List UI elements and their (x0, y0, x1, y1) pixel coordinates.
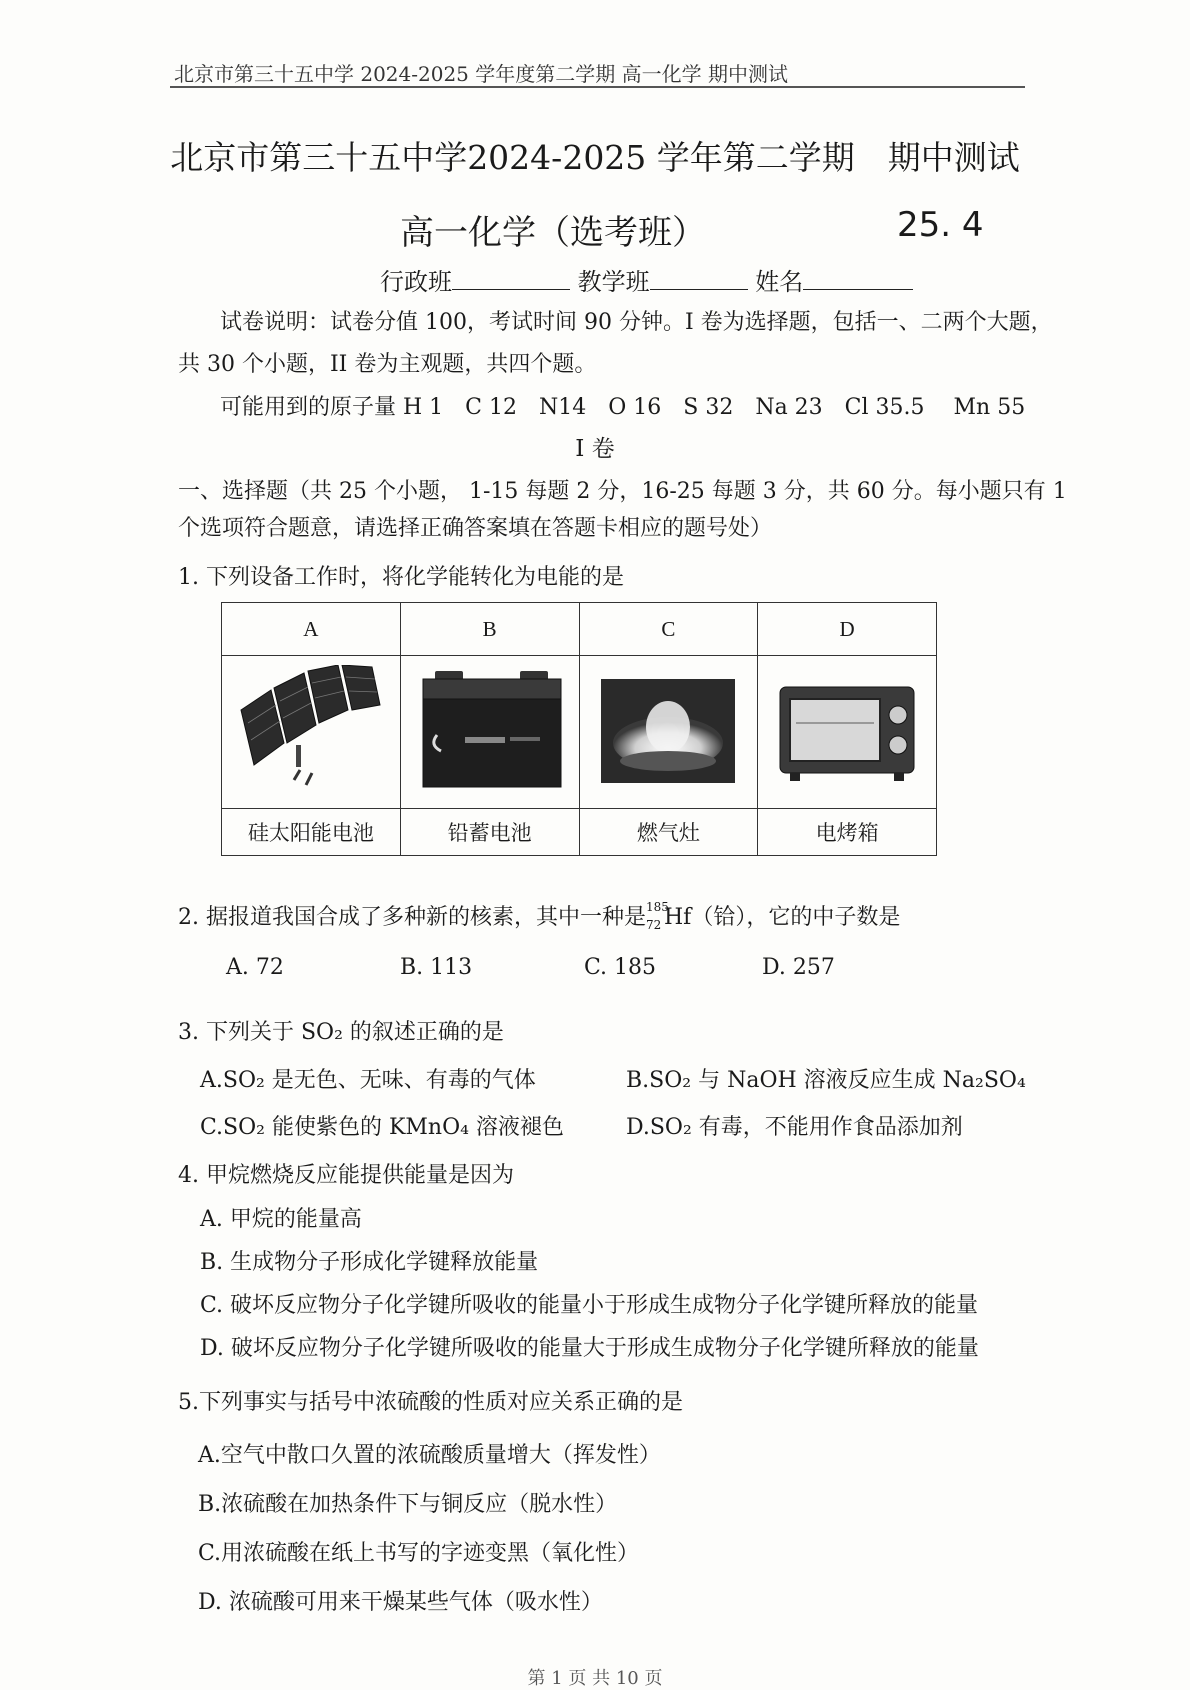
question-3-stem: 3. 下列关于 SO₂ 的叙述正确的是 (178, 1020, 504, 1045)
solar-panel-image (222, 656, 401, 809)
question-1-table (221, 602, 937, 856)
q3-option-b[interactable]: B.SO₂ 与 NaOH 溶液反应生成 Na₂SO₄ (626, 1068, 1026, 1093)
q4-option-d[interactable]: D. 破坏反应物分子化学键所吸收的能量大于形成生成物分子化学键所释放的能量 (200, 1336, 979, 1361)
class-blank[interactable] (452, 269, 570, 290)
exam-title: 北京市第三十五中学2024-2025 学年第二学期 期中测试 (170, 138, 1020, 177)
mass-number: 185 (646, 900, 669, 914)
label-c: 燃气灶 (579, 809, 758, 856)
q5-option-b[interactable]: B.浓硫酸在加热条件下与铜反应（脱水性） (198, 1492, 618, 1517)
q2-stem-pre: 2. 据报道我国合成了多种新的核素，其中一种是 (178, 905, 646, 930)
q4-option-c[interactable]: C. 破坏反应物分子化学键所吸收的能量小于形成生成物分子化学键所释放的能量 (200, 1293, 979, 1318)
teach-class-label: 教学班 (577, 268, 650, 296)
exam-date: 25. 4 (897, 205, 984, 245)
question-4-stem: 4. 甲烷燃烧反应能提供能量是因为 (178, 1163, 514, 1188)
q4-option-a[interactable]: A. 甲烷的能量高 (200, 1207, 362, 1232)
electric-oven-image (758, 656, 937, 809)
exam-subtitle: 高一化学（选考班） (400, 213, 706, 253)
q5-option-a[interactable]: A.空气中散口久置的浓硫酸质量增大（挥发性） (198, 1443, 661, 1468)
q3-option-d[interactable]: D.SO₂ 有毒，不能用作食品添加剂 (626, 1115, 963, 1140)
label-a: 硅太阳能电池 (222, 809, 401, 856)
nuclide-notation (646, 900, 669, 932)
page-footer: 第 1 页 共 10 页 (527, 1668, 663, 1689)
question-1-stem: 1. 下列设备工作时，将化学能转化为电能的是 (178, 565, 624, 590)
question-5-stem: 5.下列事实与括号中浓硫酸的性质对应关系正确的是 (178, 1390, 683, 1415)
q2-stem-post: （铪），它的中子数是 (691, 905, 901, 930)
q2-option-d[interactable]: D. 257 (762, 955, 835, 980)
col-header-a: A (222, 603, 401, 656)
instructions-line-2: 共 30 个小题，II 卷为主观题，共四个题。 (178, 352, 597, 377)
q4-option-b[interactable]: B. 生成物分子形成化学键释放能量 (200, 1250, 539, 1275)
gas-stove-image (579, 656, 758, 809)
col-header-d: D (758, 603, 937, 656)
name-blank[interactable] (803, 269, 913, 290)
volume-label: I 卷 (575, 436, 615, 462)
label-d: 电烤箱 (758, 809, 937, 856)
col-header-c: C (579, 603, 758, 656)
student-info-line (380, 262, 913, 297)
teach-class-blank[interactable] (650, 269, 748, 290)
q5-option-d[interactable]: D. 浓硫酸可用来干燥某些气体（吸水性） (198, 1590, 603, 1615)
lead-acid-battery-image (400, 656, 579, 809)
q2-option-b[interactable]: B. 113 (400, 955, 473, 980)
instructions-line-1: 试卷说明：试卷分值 100，考试时间 90 分钟。I 卷为选择题，包括一、二两个大题， (220, 310, 1053, 335)
q5-option-c[interactable]: C.用浓硫酸在纸上书写的字迹变黑（氧化性） (198, 1541, 640, 1566)
class-label: 行政班 (380, 268, 452, 296)
q3-option-c[interactable]: C.SO₂ 能使紫色的 KMnO₄ 溶液褪色 (200, 1115, 564, 1140)
q2-option-a[interactable]: A. 72 (226, 955, 284, 980)
header-rule (170, 86, 1025, 88)
section-instructions-2: 个选项符合题意，请选择正确答案填在答题卡相应的题号处） (178, 516, 773, 541)
q3-option-a[interactable]: A.SO₂ 是无色、无味、有毒的气体 (200, 1068, 536, 1093)
label-b: 铅蓄电池 (400, 809, 579, 856)
q2-option-c[interactable]: C. 185 (584, 955, 657, 980)
col-header-b: B (400, 603, 579, 656)
atomic-masses: 可能用到的原子量 H 1 C 12 N14 O 16 S 32 Na 23 Cl 35.5 Mn 55 (220, 395, 1026, 420)
element-symbol: Hf (664, 905, 692, 930)
atomic-number: 72 (646, 918, 662, 932)
name-label: 姓名 (755, 268, 804, 296)
section-instructions-1: 一、选择题（共 25 个小题， 1-15 每题 2 分，16-25 每题 3 分，共 60 分。每小题只有 1 (178, 479, 1067, 504)
question-2-stem (178, 900, 900, 931)
running-header: 北京市第三十五中学 2024-2025 学年度第二学期 高一化学 期中测试 (174, 62, 788, 86)
